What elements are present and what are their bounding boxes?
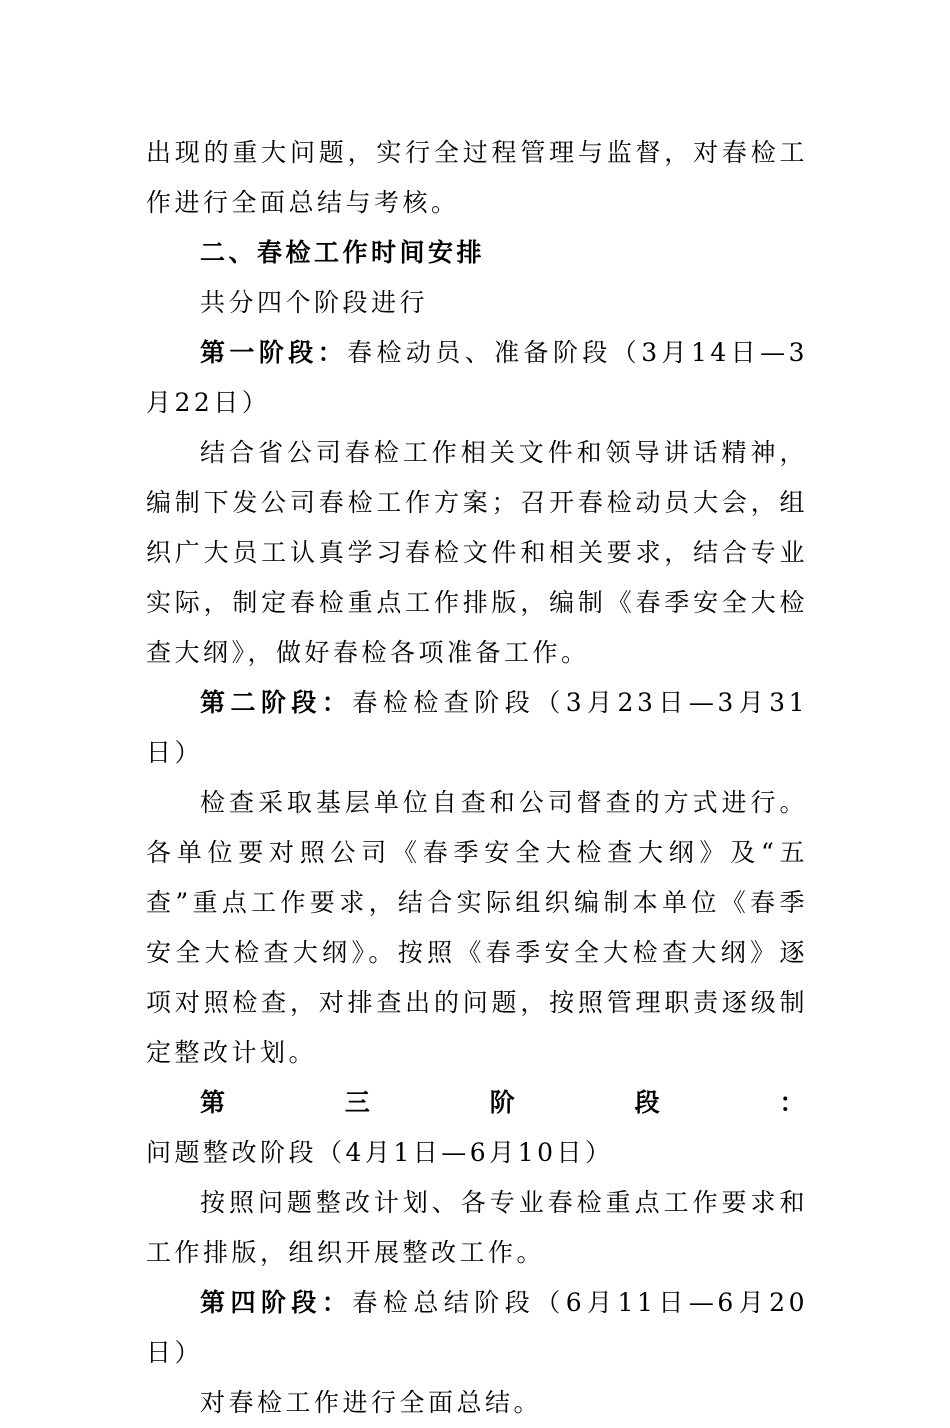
- paragraph-continuation: 出现的重大问题，实行全过程管理与监督，对春检工作进行全面总结与考核。: [146, 138, 808, 217]
- stage3-title: 问题整改阶段（4月1日—6月10日）: [146, 1138, 614, 1167]
- stage4-heading: [146, 1278, 808, 1378]
- stage2-heading: [146, 678, 808, 778]
- stage2-title: 春检检查阶段（3月23日—3月31日）: [146, 688, 808, 767]
- stage4-body: 对春检工作进行全面总结。: [200, 1388, 543, 1417]
- document-body: [146, 128, 808, 1428]
- paragraph-intro: 共分四个阶段进行: [200, 288, 429, 317]
- stage4-label: 第四阶段：: [200, 1288, 353, 1317]
- section-heading: 二、春检工作时间安排: [200, 238, 486, 267]
- stage1-body: 结合省公司春检工作相关文件和领导讲话精神，编制下发公司春检工作方案；召开春检动员大会，组织广大员工认真学习春检文件和相关要求，结合专业实际，制定春检重点工作排版，编制《春季安全大检查大纲》，做好春检各项准备工作。: [146, 438, 808, 667]
- stage1-heading: [146, 328, 808, 428]
- stage4-title: 春检总结阶段（6月11日—6月20日）: [146, 1288, 808, 1367]
- stage2-label: 第二阶段：: [200, 688, 353, 717]
- stage1-label: 第一阶段：: [200, 338, 348, 367]
- stage2-body: 检查采取基层单位自查和公司督查的方式进行。各单位要对照公司《春季安全大检查大纲》及“五查”重点工作要求，结合实际组织编制本单位《春季安全大检查大纲》。按照《春季安全大检查大纲》逐项对照检查，对排查出的问题，按照管理职责逐级制定整改计划。: [146, 788, 808, 1067]
- stage3-label: 第三阶段：: [200, 1088, 808, 1117]
- stage3-body: 按照问题整改计划、各专业春检重点工作要求和工作排版，组织开展整改工作。: [146, 1188, 808, 1267]
- stage3-heading: [146, 1078, 808, 1178]
- stage1-title: 春检动员、准备阶段（3月14日—3月22日）: [146, 338, 808, 417]
